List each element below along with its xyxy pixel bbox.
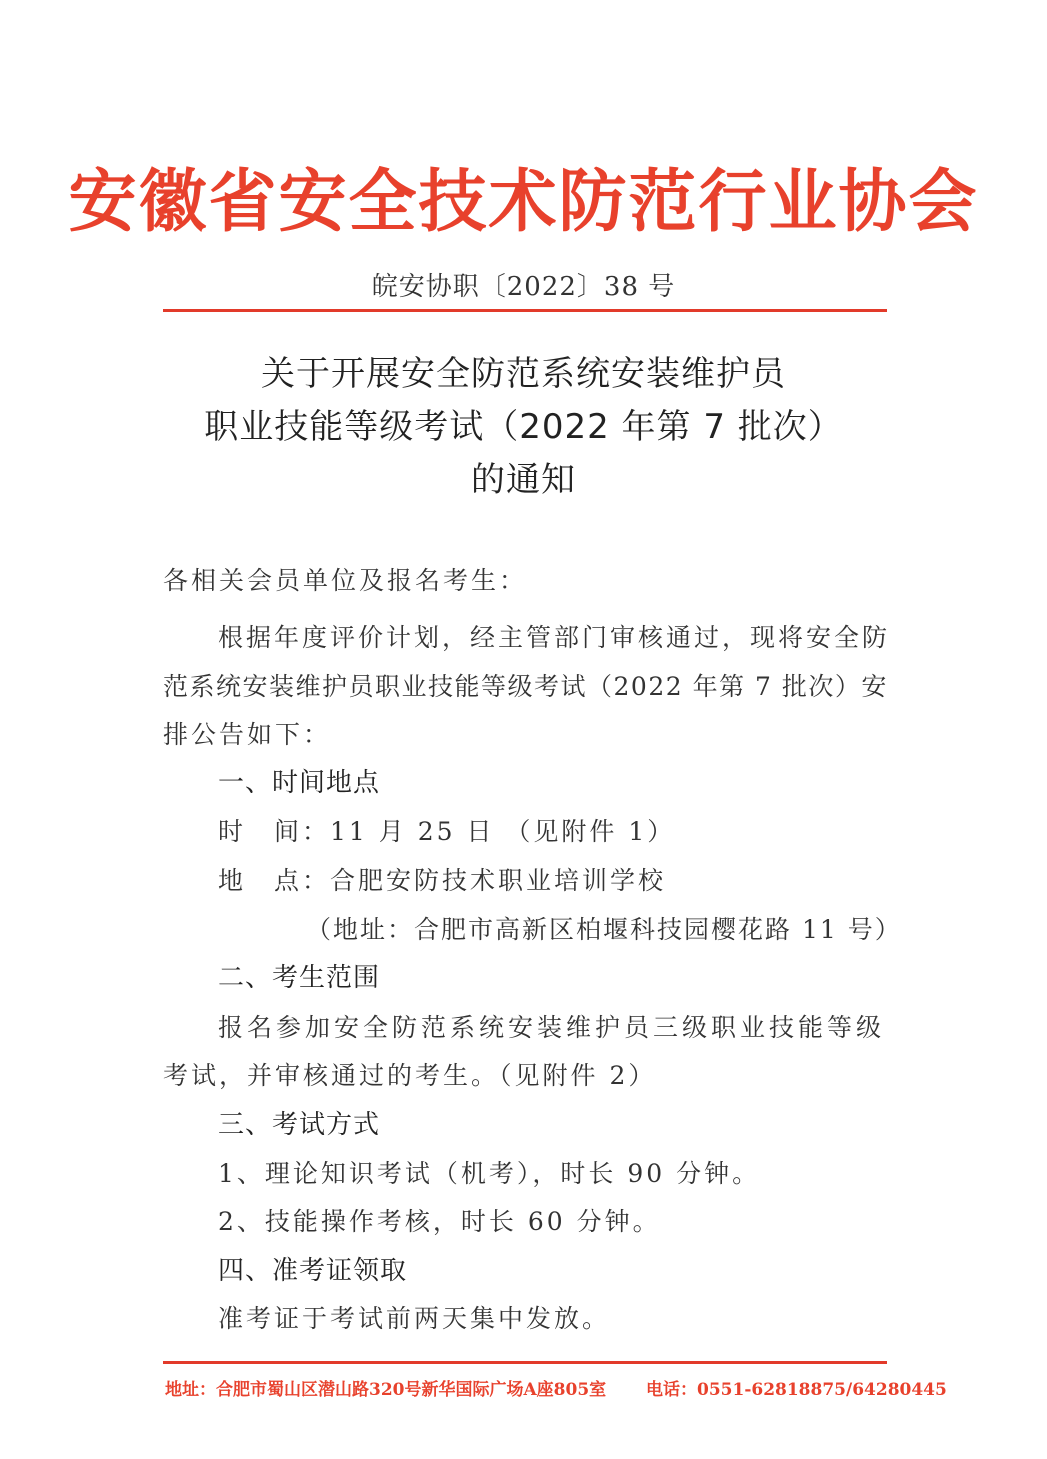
exam-address: （地址：合肥市高新区柏堰科技园樱花路 11 号） <box>306 915 902 944</box>
header-divider <box>163 309 887 312</box>
section-heading-candidates: 二、考生范围 <box>218 963 381 993</box>
salutation: 各相关会员单位及报名考生： <box>163 566 528 595</box>
section-heading-exam-method: 三、考试方式 <box>218 1110 381 1140</box>
exam-method-item: 2、技能操作考核，时长 60 分钟。 <box>218 1207 661 1236</box>
footer-phone: 电话：0551-62818875/64280445 <box>646 1380 947 1400</box>
section-heading-admission-ticket: 四、准考证领取 <box>218 1256 408 1286</box>
intro-line: 范系统安装维护员职业技能等级考试（2022 年第 7 批次）安 <box>163 672 888 701</box>
notice-title-line2: 职业技能等级考试（2022 年第 7 批次） <box>204 407 843 447</box>
exam-place: 地 点：合肥安防技术职业培训学校 <box>218 866 667 895</box>
exam-method-item: 1、理论知识考试（机考），时长 90 分钟。 <box>218 1159 761 1188</box>
intro-line: 排公告如下： <box>163 720 332 749</box>
notice-title-line3: 的通知 <box>471 460 576 500</box>
admission-ticket-line: 准考证于考试前两天集中发放。 <box>218 1304 611 1333</box>
organization-header: 安徽省安全技术防范行业协会 <box>68 162 979 242</box>
exam-time: 时 间：11 月 25 日 （见附件 1） <box>218 817 676 846</box>
candidates-line: 报名参加安全防范系统安装维护员三级职业技能等级 <box>218 1013 886 1042</box>
section-heading-time-place: 一、时间地点 <box>218 768 381 798</box>
candidates-line: 考试，并审核通过的考生。（见附件 2） <box>163 1061 657 1090</box>
intro-line: 根据年度评价计划，经主管部门审核通过，现将安全防 <box>218 623 891 652</box>
footer-address: 地址：合肥市蜀山区潜山路320号新华国际广场A座805室 <box>165 1380 607 1400</box>
document-number: 皖安协职〔2022〕38 号 <box>371 272 676 302</box>
notice-title-line1: 关于开展安全防范系统安装维护员 <box>261 354 786 394</box>
footer-divider <box>163 1361 887 1364</box>
